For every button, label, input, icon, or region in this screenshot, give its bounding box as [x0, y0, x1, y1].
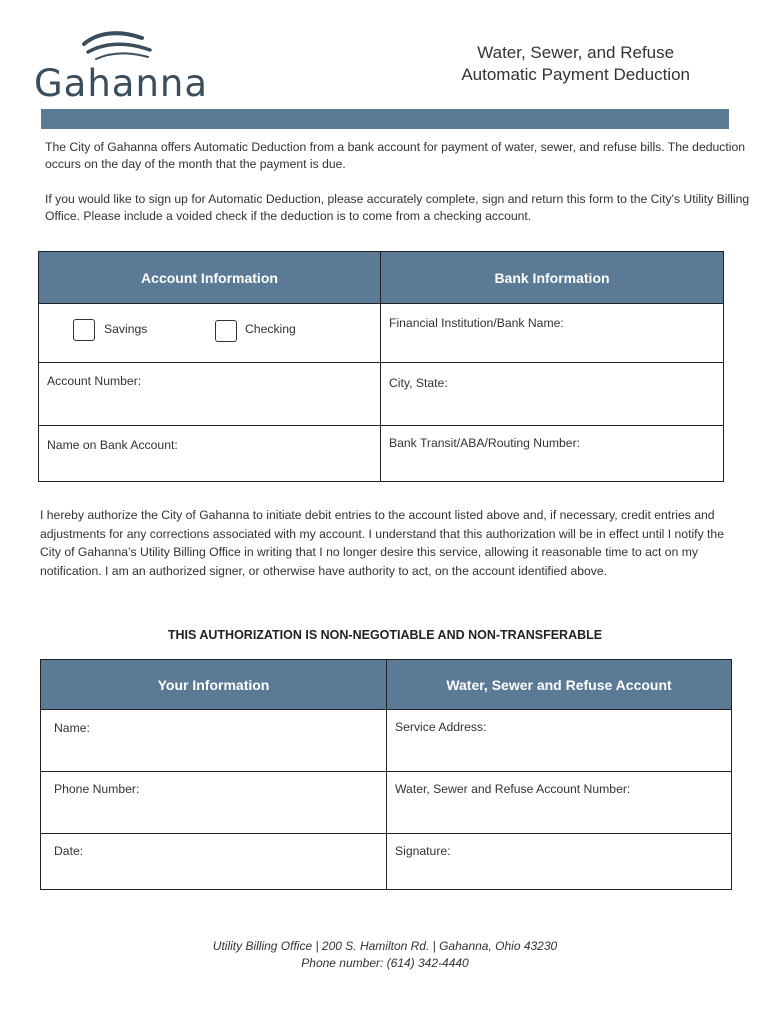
savings-checkbox[interactable]: [73, 319, 95, 341]
bank-name-label: Financial Institution/Bank Name:: [389, 316, 564, 330]
account-number-field[interactable]: [39, 363, 381, 426]
service-address-label: Service Address:: [395, 720, 487, 734]
date-label: Date:: [54, 844, 84, 858]
gahanna-logo: [34, 30, 209, 105]
document-title: [461, 42, 690, 86]
your-information-table: [40, 659, 732, 890]
city-state-field[interactable]: [381, 363, 724, 426]
phone-number-label: Phone Number:: [54, 782, 140, 796]
account-information-header: Account Information: [39, 252, 381, 304]
name-on-account-label: Name on Bank Account:: [47, 438, 178, 452]
water-account-header: Water, Sewer and Refuse Account: [387, 660, 732, 710]
authorization-notice: THIS AUTHORIZATION IS NON-NEGOTIABLE AND NON-TRANSFERABLE: [167, 628, 603, 642]
header-divider-bar: [41, 109, 729, 129]
checking-label: Checking: [245, 322, 296, 336]
water-account-number-label: Water, Sewer and Refuse Account Number:: [395, 782, 631, 796]
savings-label: Savings: [104, 322, 148, 336]
bank-information-header: Bank Information: [381, 252, 724, 304]
authorization-text: I hereby authorize the City of Gahanna to initiate debit entries to the account listed above and, if necessary, credit entries and adjustments for any corrections associated with my account. I understand that this authorization will be in effect until I notify the City of Gahanna’s Utility Billing Office in writing that I no longer desire this service, allowing it reasonable time to act on my notification. I am an authorized signer, or otherwise have authority to act, on the account identified above.: [40, 508, 724, 578]
footer-phone: Phone number: (614) 342-4440: [301, 956, 469, 970]
footer: [0, 938, 770, 972]
name-on-account-field[interactable]: [39, 426, 381, 482]
phone-number-field[interactable]: [41, 772, 387, 834]
bank-information-table: [38, 251, 724, 482]
service-address-field[interactable]: [387, 710, 732, 772]
signature-label: Signature:: [395, 844, 451, 858]
logo-wordmark: Gahanna: [34, 62, 209, 105]
intro-paragraph-2: If you would like to sign up for Automatic Deduction, please accurately complete, sign and return this form to the City's Utility Billing Office. Please include a voided check if the deduction is to come from a checking account.: [45, 192, 750, 223]
title-line-1: Water, Sewer, and Refuse: [477, 43, 675, 62]
account-number-label: Account Number:: [47, 374, 142, 388]
wave-logo-icon: [80, 30, 155, 64]
footer-address: Utility Billing Office | 200 S. Hamilton Rd. | Gahanna, Ohio 43230: [212, 939, 558, 953]
account-type-cell: [39, 304, 381, 363]
water-account-number-field[interactable]: [387, 772, 732, 834]
date-field[interactable]: [41, 834, 387, 890]
routing-number-label: Bank Transit/ABA/Routing Number:: [389, 436, 581, 450]
routing-number-field[interactable]: [381, 426, 724, 482]
title-line-2: Automatic Payment Deduction: [461, 65, 690, 84]
signature-field[interactable]: [387, 834, 732, 890]
name-field[interactable]: [41, 710, 387, 772]
checking-checkbox[interactable]: [215, 320, 237, 342]
intro-paragraph-1: The City of Gahanna offers Automatic Deduction from a bank account for payment of water, sewer, and refuse bills. The deduction occurs on the day of the month that the payment is due.: [45, 140, 746, 171]
bank-name-field[interactable]: [381, 304, 724, 363]
city-state-label: City, State:: [389, 376, 448, 390]
name-label: Name:: [54, 721, 90, 735]
your-information-header: Your Information: [41, 660, 387, 710]
